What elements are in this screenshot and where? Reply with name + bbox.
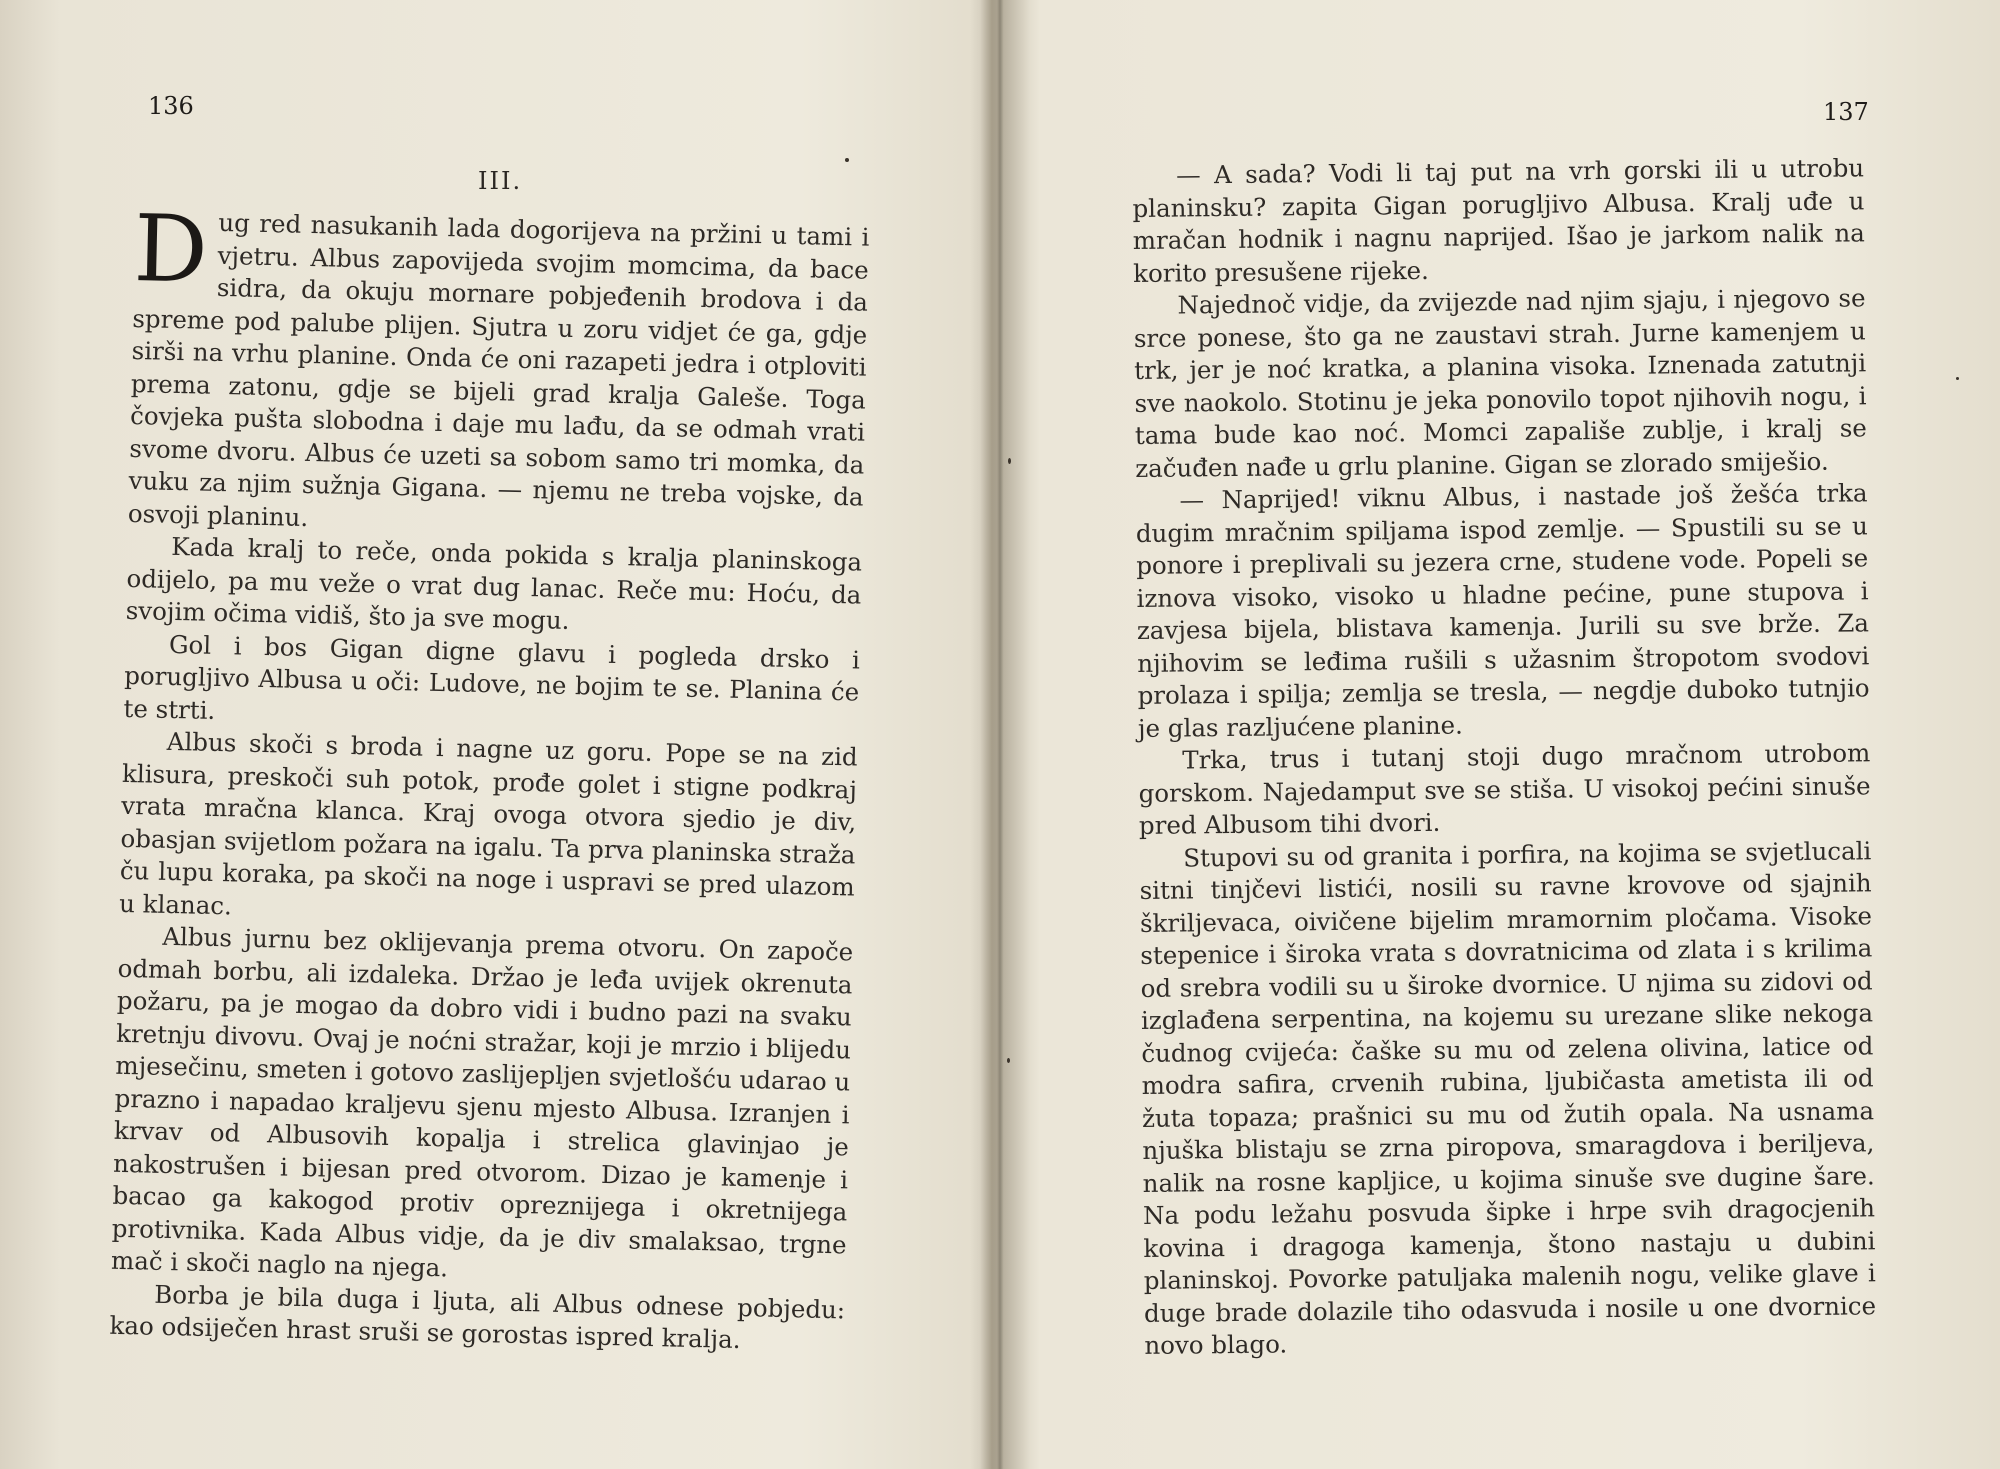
- chapter-heading: III.: [478, 167, 523, 195]
- ink-speck: [1007, 1058, 1010, 1063]
- paragraph: Gol i bos Gigan digne glavu i pogleda drsko i porugljivo Albusa u oči: Ludove, ne bojim te se. Planina će te strti.: [123, 629, 861, 725]
- left-page-text: [109, 195, 870, 1359]
- left-page: [0, 0, 985, 1469]
- ink-speck: [1008, 458, 1011, 464]
- paragraph: Borba je bila duga i ljuta, ali Albus odnese pobjedu: kao odsiječen hrast sruši se gorostas ispred kralja.: [109, 1279, 846, 1355]
- page-number-left: 136: [148, 92, 194, 120]
- paragraph: Kada kralj to reče, onda pokida s kralja planinskoga odijelo, pa mu veže o vrat dug lanac. Reče mu: Hoću, da svojim očima vidiš, što ja sve mogu.: [125, 531, 863, 635]
- paragraph: Trka, trus i tutanj stoji dugo mračnom utrobom gorskom. Najedamput sve se stiša. U visokoj pećini sinuše pred Albusom tihi dvori.: [1138, 738, 1871, 840]
- paragraph: Albus skoči s broda i nagne uz goru. Pope se na zid klisura, preskoči suh potok, prođe golet i stigne podkraj vrata mračna klanca. Kraj ovoga otvora sjedio je div, obasjan svijetlom požara na igalu. Ta prva planinska straža ču lupu koraka, pa skoči na noge i uspravi se pred ulazom u klanac.: [118, 726, 858, 920]
- paragraph: Stupovi su od granita i porfira, na kojima se svjetlucali sitni tinjčevi listići, nosili su ravne krovove od sjajnih škriljevaca, oivičene bijelim mramornim pločama. Visoke stepenice i široka vrata s dovratnicima od zlata i s krilima od srebra vodili su u široke dvornice. U njima su zidovi od izglađena serpentina, na kojemu su urezane slike nekoga čudnog cvijeća: čaške su mu od zelena olivina, latice od modra safira, crvenih rubina, ljubičasta ametista ili od žuta topaza; prašnici su mu od žutih opala. Na usnama njuška blistaju se zrna piropova, smaragdova i beriljeva, nalik na rosne kapljice, u kojima sinuše sve dugine šare. Na podu ležahu posvuda šipke i hrpe svih dragocjenih kovina i dragoga kamenja, štono nastaju u dubini planinskoj. Povorke patuljaka malenih nogu, velike glave i duge brade dolazile tiho odasvuda i nosile u one dvornice novo blago.: [1139, 835, 1877, 1360]
- right-page-text: [1132, 152, 1877, 1362]
- ink-speck: [845, 158, 849, 162]
- paragraph: Najednoč vidje, da zvijezde nad njim sjaju, i njegovo se srce ponese, što ga ne zaustavi strah. Jurne kamenjem u trk, jer je noć kratka, a planina visoka. Iznenada zatutnji sve naokolo. Stotinu je jeka ponovilo topot njihovih nogu, i tama bude kao noć. Momci zapališe zublje, i kralj se začuđen nađe u grlu planine. Gigan se zlorado smiješio.: [1133, 283, 1867, 483]
- paragraph: [127, 195, 870, 547]
- paragraph: Albus jurnu bez oklijevanja prema otvoru. On započe odmah borbu, ali izdaleka. Držao je leđa uvijek okrenuta požaru, pa je mogao da dobro vidi i budno pazi na svaku kretnju divovu. Ovaj je noćni stražar, koji je mrzio i blijedu mjesečinu, smeten i gotovo zaslijepljen svjetlošću udarao u prazno i napadao kraljevu sjenu mjesto Albusa. Izranjen i krvav od Albusovih kopalja i strelica glavinjao je nakostrušen i bijesan pred otvorom. Dizao je kamenje i bacao ga kakogod protiv opreznijega i okretnijega protivnika. Kada Albus vidje, da je div smalaksao, trgne mač i skoči naglo na njega.: [110, 921, 854, 1283]
- right-page: [1005, 0, 2000, 1469]
- paragraph-text: ug red nasukanih lada dogorijeva na pržini u tami i vjetru. Albus zapovijeda svojim momcima, da bace sidra, da okuju mornare pobjeđenih brodova i da spreme pod palube plijen. Sjutra u zoru vidjet će ga, gdje sirši na vrhu planine. Onda će oni razapeti jedra i otploviti prema zatonu, gdje se bijeli grad kralja Galeše. Toga čovjeka pušta slobodna i daje mu lađu, da se odmah vrati svome dvoru. Albus će uzeti sa sobom samo tri momka, da vuku za njim sužnja Gigana. — njemu ne treba vojske, da osvoji planinu.: [127, 207, 870, 532]
- paragraph: — Naprijed! viknu Albus, i nastade još žešća trka dugim mračnim spiljama ispod zemlje. — Spustili su se u ponore i preplivali su jezera crne, studene vode. Popeli se iznova visoko, visoko u hladne pećine, pune stupova i zavjesa bijela, blistava kamenja. Jurili su sve brže. Za njihovim se leđima rušili s užasnim štropotom svodovi prolaza i spilja; zemlja se tresla, — negdje duboko tutnjio je glas razljućene planine.: [1135, 478, 1870, 743]
- paragraph: — A sada? Vodi li taj put na vrh gorski ili u utrobu planinsku? zapita Gigan porugljivo Albusa. Kralj uđe u mračan hodnik i nagnu naprijed. Išao je jarkom nalik na korito presušene rijeke.: [1132, 153, 1865, 288]
- page-number-right: 137: [1823, 98, 1869, 126]
- ink-speck: [1956, 377, 1959, 380]
- drop-cap: D: [132, 195, 209, 304]
